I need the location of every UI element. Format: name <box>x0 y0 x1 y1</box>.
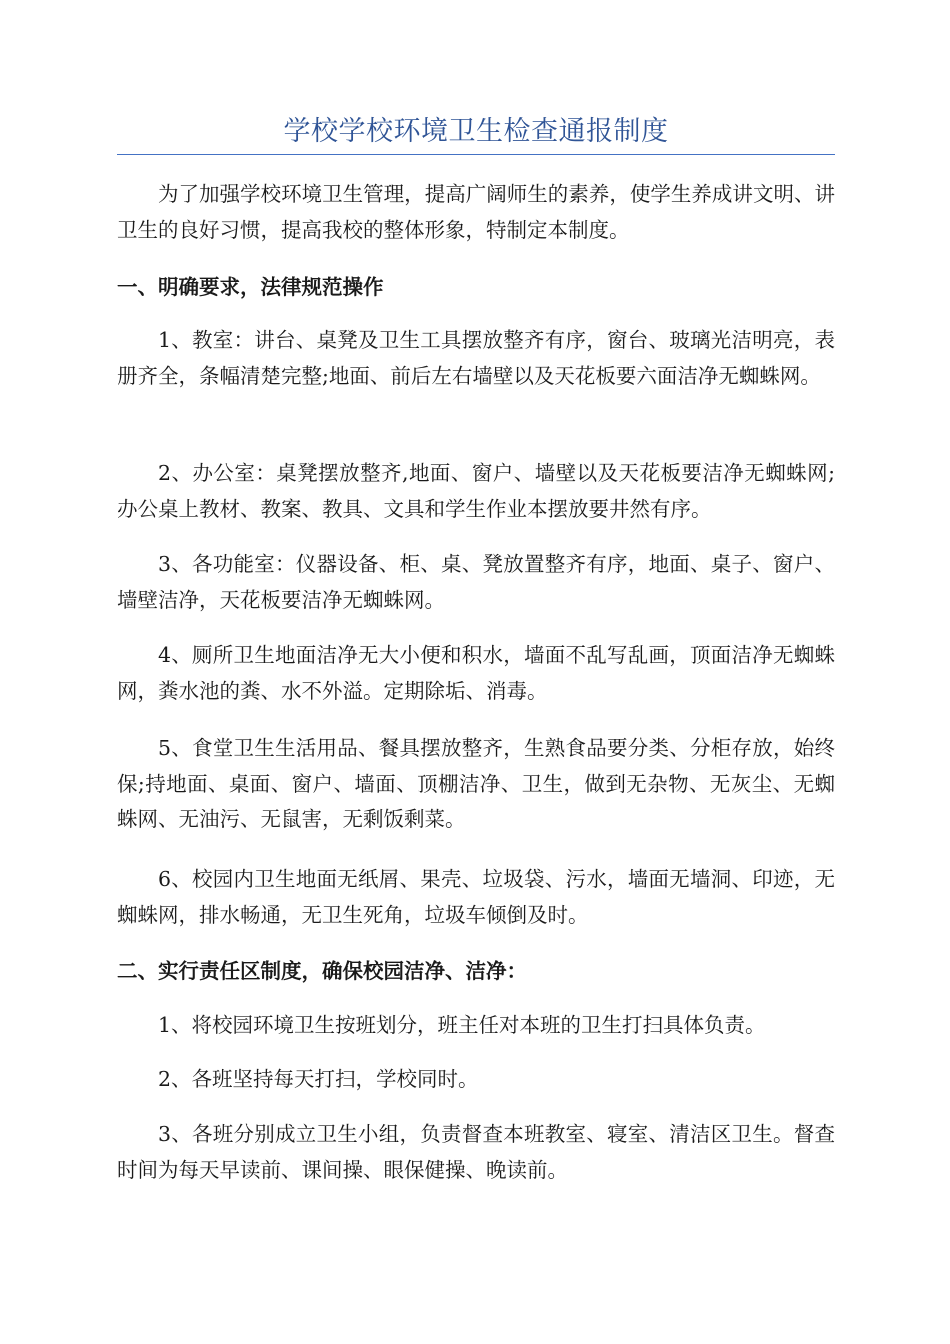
section-1-item-1: 1、教室：讲台、桌凳及卫生工具摆放整齐有序，窗台、玻璃光洁明亮，表册齐全，条幅清楚完整;地面、前后左右墙壁以及天花板要六面洁净无蜘蛛网。 <box>117 328 835 388</box>
title-underline <box>117 154 835 155</box>
section-1-item-3: 3、各功能室：仪器设备、柜、桌、凳放置整齐有序，地面、桌子、窗户、墙壁洁净，天花板要洁净无蜘蛛网。 <box>117 552 835 612</box>
section-1-item-4: 4、厕所卫生地面洁净无大小便和积水，墙面不乱写乱画，顶面洁净无蜘蛛网，粪水池的粪、水不外溢。定期除垢、消毒。 <box>117 643 835 703</box>
section-2-item-3: 3、各班分别成立卫生小组，负责督查本班教室、寝室、清洁区卫生。督查时间为每天早读前、课间操、眼保健操、晚读前。 <box>117 1122 835 1182</box>
document-title: 学校学校环境卫生检查通报制度 <box>283 116 669 147</box>
section-1-item-5: 5、食堂卫生生活用品、餐具摆放整齐，生熟食品要分类、分柜存放，始终保;持地面、桌面、窗户、墙面、顶棚洁净、卫生，做到无杂物、无灰尘、无蜘蛛网、无油污、无鼠害，无剩饭剩菜。 <box>117 736 835 831</box>
section-1-item-6: 6、校园内卫生地面无纸屑、果壳、垃圾袋、污水，墙面无墙洞、印迹，无蜘蛛网，排水畅通，无卫生死角，垃圾车倾倒及时。 <box>117 867 835 927</box>
section-1-heading: 一、明确要求，法律规范操作 <box>117 275 384 299</box>
section-2-item-2: 2、各班坚持每天打扫，学校同时。 <box>158 1067 479 1091</box>
section-1-item-2: 2、办公室：桌凳摆放整齐,地面、窗户、墙壁以及天花板要洁净无蜘蛛网;办公桌上教材、教案、教具、文具和学生作业本摆放要井然有序。 <box>117 461 835 521</box>
section-2-heading: 二、实行责任区制度，确保校园洁净、洁净： <box>117 959 527 983</box>
section-2-item-1: 1、将校园环境卫生按班划分，班主任对本班的卫生打扫具体负责。 <box>158 1013 766 1037</box>
intro-paragraph: 为了加强学校环境卫生管理，提高广阔师生的素养，使学生养成讲文明、讲卫生的良好习惯，提高我校的整体形象，特制定本制度。 <box>117 182 835 242</box>
